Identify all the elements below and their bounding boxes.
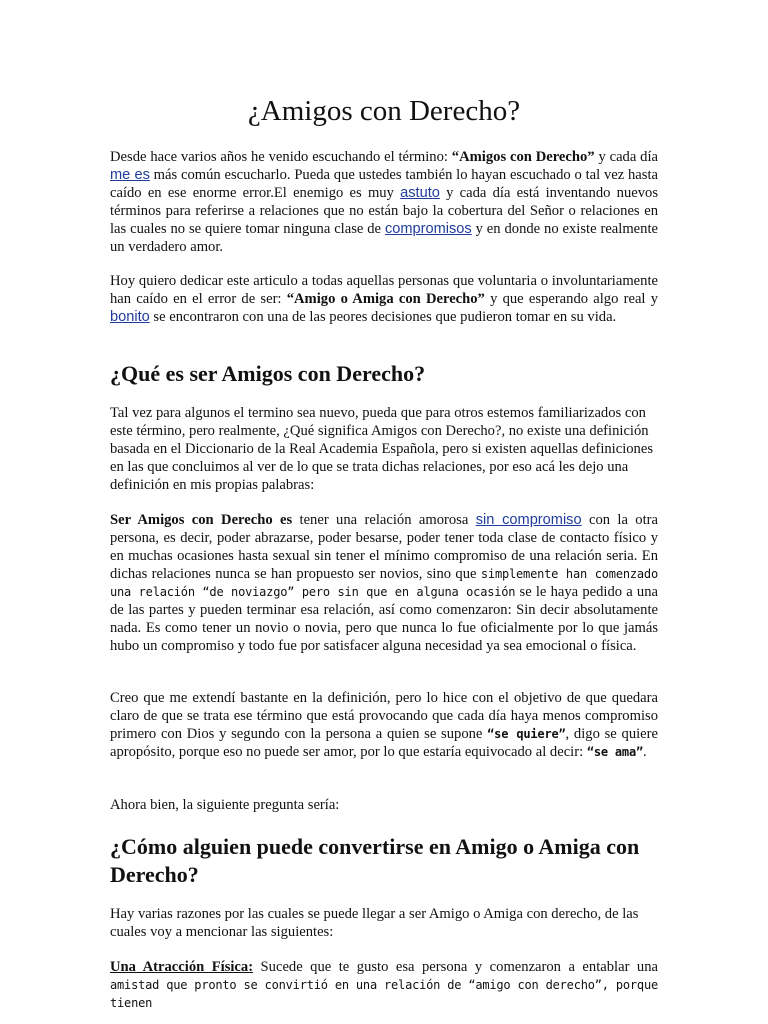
text-run: y en donde no existe realmente un verdadero amor. <box>110 221 658 255</box>
paragraph-explanation <box>110 689 658 761</box>
link-bonito[interactable]: bonito <box>110 309 150 325</box>
text-run-alt-font: amistad que pronto se convirtió en una relación de “amigo con derecho”, porque tienen <box>110 978 658 1010</box>
text-run: y cada día <box>594 149 659 165</box>
text-run: con la otra persona, es decir, poder abrazarse, poder besarse, poder tener toda clase de contacto físico y en muchas ocasiones hasta sexual sin tener el mínimo compromiso de una relación seria. En dichas relaciones nunca se han propuesto ser novios, sino que <box>110 512 658 582</box>
bold-quote: “se quiere” <box>487 727 566 741</box>
paragraph-context: Tal vez para algunos el termino sea nuevo, pueda que para otros estemos familiarizados con este término, pero realmente, ¿Qué significa Amigos con Derecho?, no existe una definición basada en el Diccionario de la Real Academia Española, pero si existen aquellas definiciones en las que concluimos al ver de lo que se trata dichas relaciones, por eso acá les dejo una definición en mis propias palabras: <box>110 405 654 493</box>
paragraph-question-intro: Ahora bien, la siguiente pregunta sería: <box>110 797 340 813</box>
text-run: . <box>643 744 647 760</box>
text-run: más común escucharlo. Pueda que ustedes también lo hayan escuchado o tal vez hasta caído en ese enorme error.El enemigo es muy <box>110 167 658 201</box>
paragraph-intro <box>110 148 658 256</box>
bold-term: Ser Amigos con Derecho es <box>110 512 293 528</box>
text-run: Sucede que te gusto esa persona y comenzaron a entablar una <box>253 959 658 975</box>
bold-term: “Amigo o Amiga con Derecho” <box>286 291 485 307</box>
text-run-alt-font: simplemente han comenzado una relación “de noviazgo” pero sin que en alguna ocasión <box>110 567 658 599</box>
bold-quote: “se ama” <box>586 745 644 759</box>
paragraph-dedication <box>110 272 658 326</box>
link-astuto[interactable]: astuto <box>400 185 440 201</box>
text-run: se le haya pedido a una de las partes y pueden terminar esa relación, así como comenzaron: Sin decir absolutamente nada. Es como tener un novio o novia, pero que nunca lo fue oficialmente por lo que jamás hubo un compromiso y todo fue por satisfacer alguna necesidad ya sea emocional o física. <box>110 584 658 654</box>
text-run: tener una relación amorosa <box>292 512 476 528</box>
text-run: , digo se quiere apropósito, porque eso no puede ser amor, por lo que estaría equivocado al decir: <box>110 726 658 760</box>
text-run: Creo que me extendí bastante en la definición, pero lo hice con el objetivo de que quedara claro de que se trata ese término que está provocando que cada día haya menos compromiso primero con Dios y segundo con la persona a quien se supone <box>110 690 658 742</box>
paragraph-reasons: Hay varias razones por las cuales se puede llegar a ser Amigo o Amiga con derecho, de las cuales voy a mencionar las siguientes: <box>110 906 639 940</box>
paragraph-reason-1 <box>110 958 658 1012</box>
link-me-es[interactable]: me es <box>110 167 150 183</box>
bold-term: “Amigos con Derecho” <box>451 149 595 165</box>
link-compromisos[interactable]: compromisos <box>384 221 472 237</box>
text-run: y que esperando algo real y <box>484 291 658 307</box>
link-sin-compromiso[interactable]: sin compromiso <box>475 512 582 528</box>
paragraph-definition <box>110 511 658 655</box>
reason-heading: Una Atracción Física: <box>110 959 254 975</box>
text-run: Hoy quiero dedicar este articulo a todas aquellas personas que voluntaria o involuntariamente han caído en el error de ser: <box>110 273 658 307</box>
text-run: se encontraron con una de las peores decisiones que pudieron tomar en su vida. <box>149 309 617 325</box>
page-title: ¿Amigos con Derecho? <box>247 95 521 127</box>
text-run: y cada día está inventando nuevos términos para referirse a relaciones que no están bajo la cobertura del Señor o relaciones en las cuales no se quiere tomar ninguna clase de <box>110 185 658 237</box>
text-run: Desde hace varios años he venido escuchando el término: <box>110 149 452 165</box>
section-heading-how: ¿Cómo alguien puede convertirse en Amigo o Amiga con Derecho? <box>110 834 640 887</box>
section-heading-definition: ¿Qué es ser Amigos con Derecho? <box>110 361 426 386</box>
